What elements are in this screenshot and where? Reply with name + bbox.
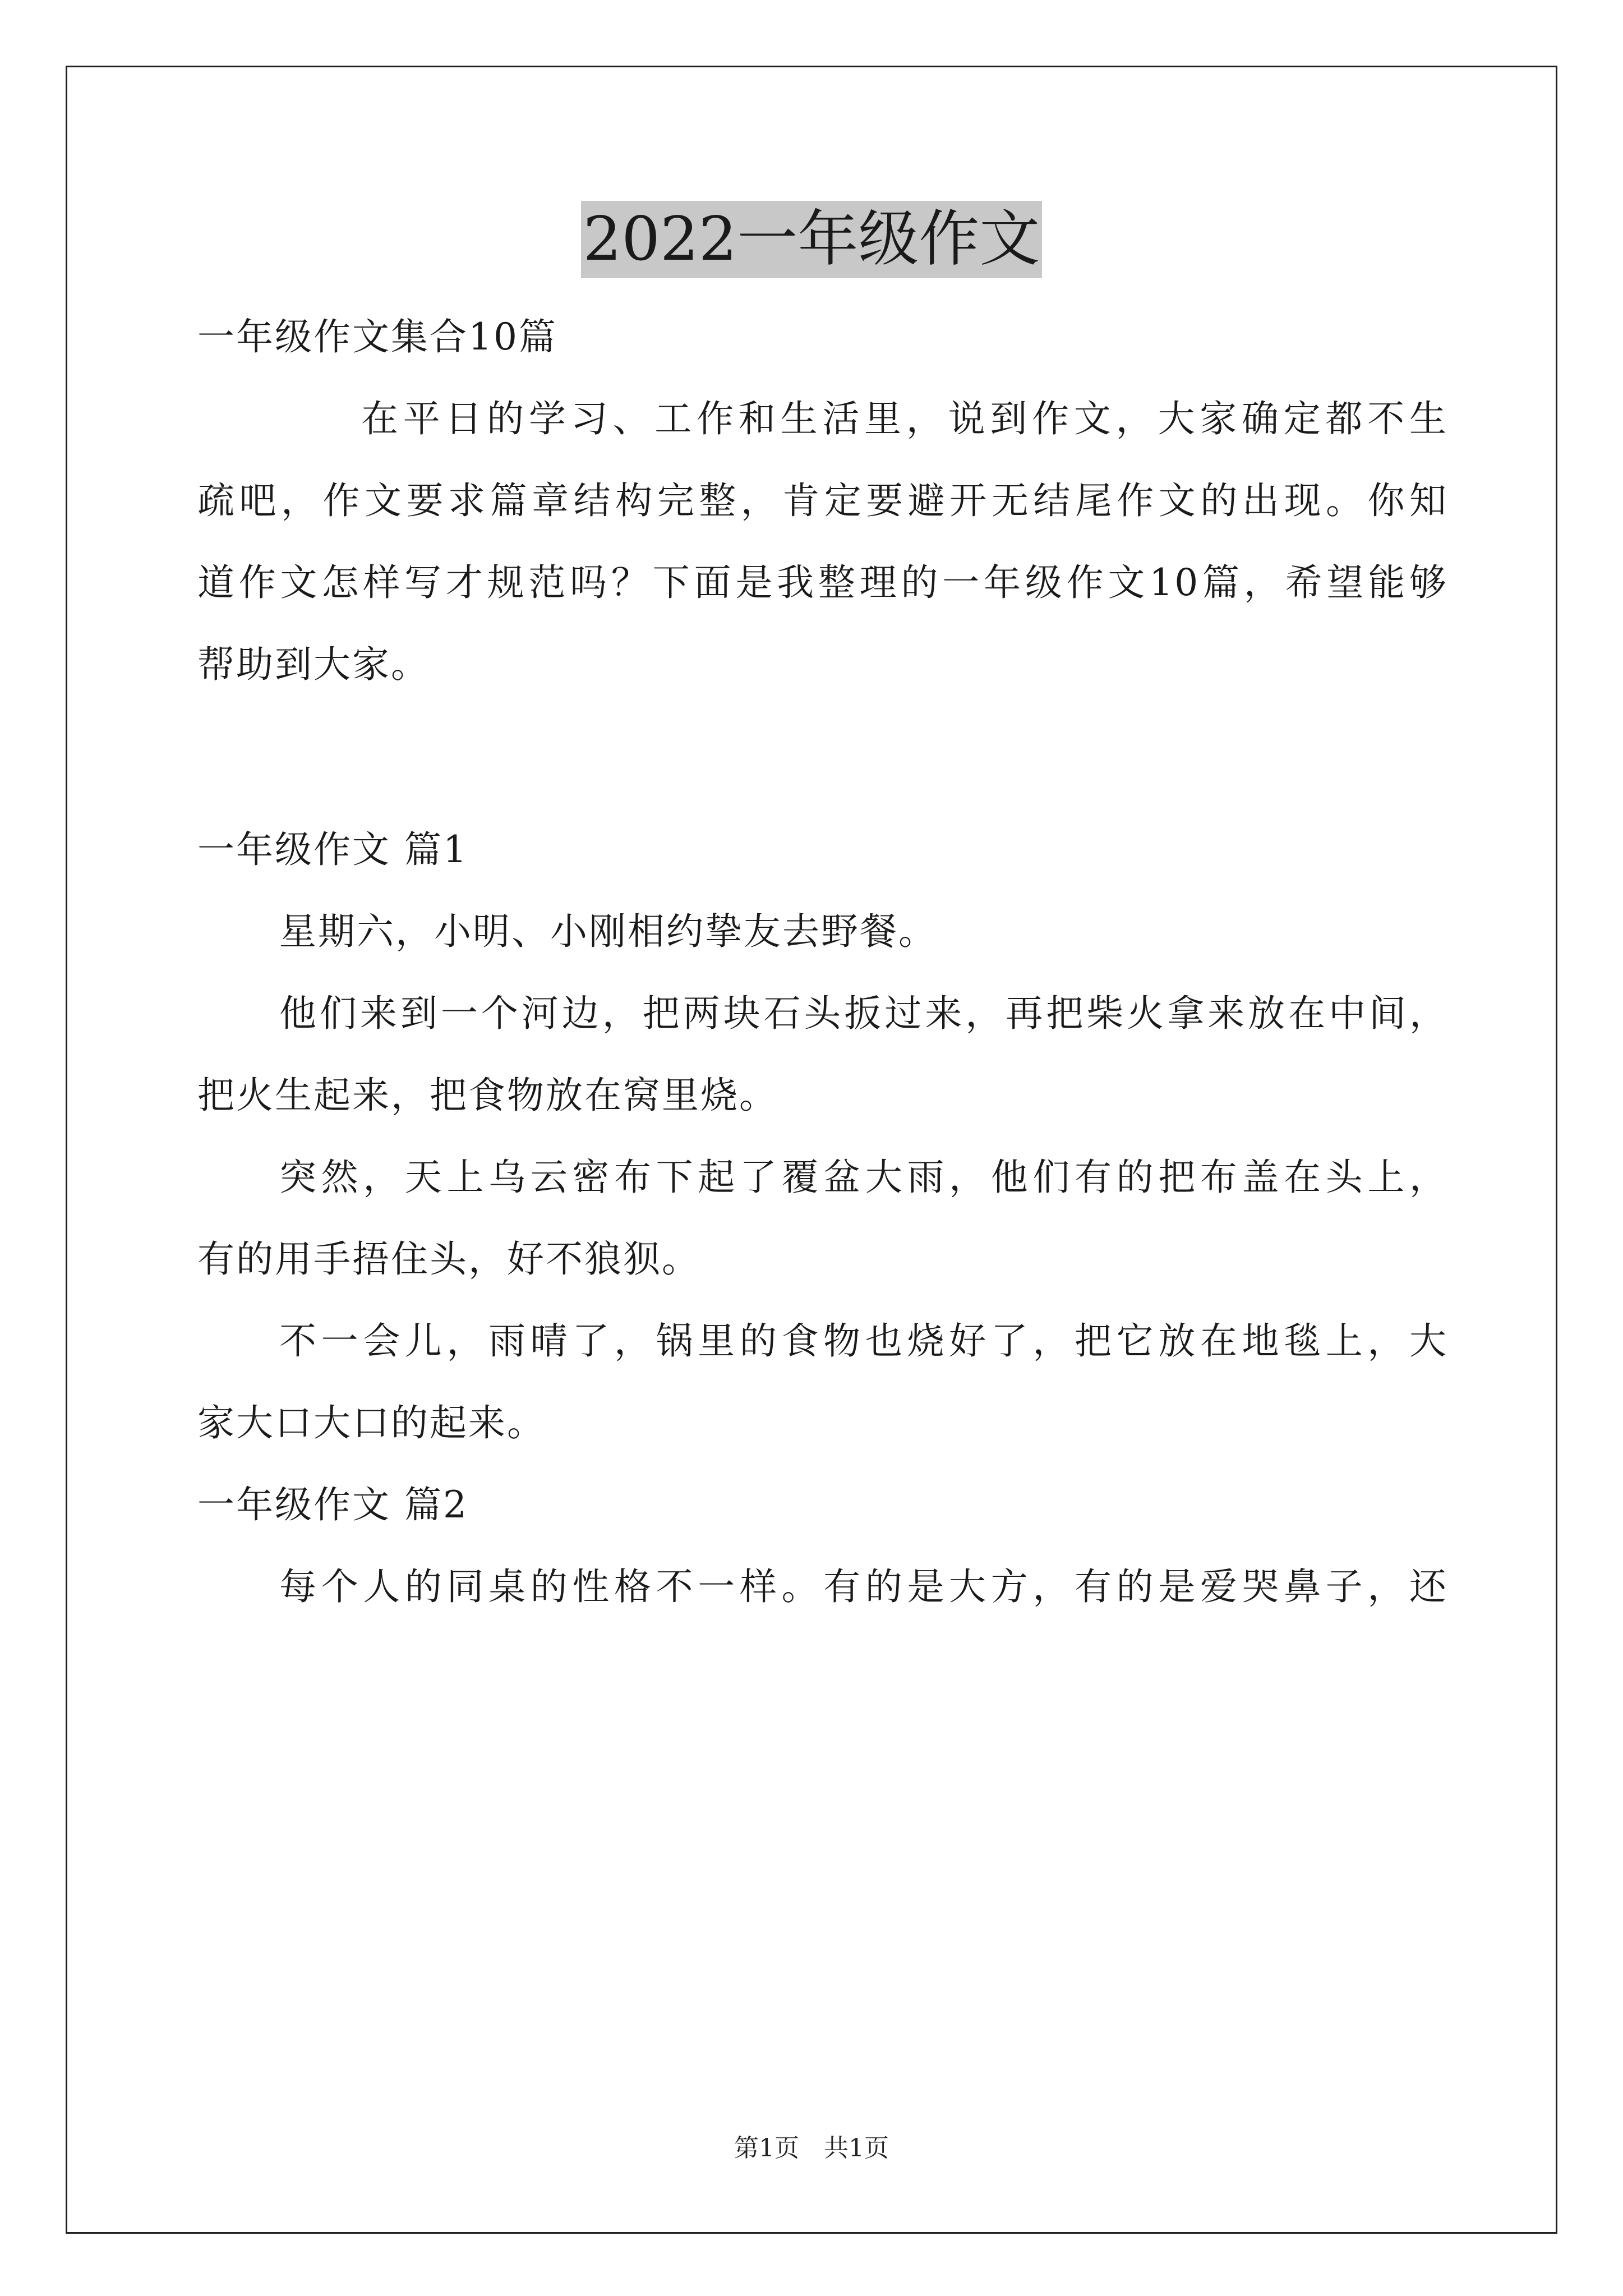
document-title: 2022一年级作文 xyxy=(581,201,1043,278)
section-gap xyxy=(197,706,1448,809)
collection-title: 一年级作文集合10篇 xyxy=(197,315,557,358)
title-wrap xyxy=(0,201,1623,278)
paragraph-line: 不一会儿，雨晴了，锅里的食物也烧好了，把它放在地毯上，大 xyxy=(279,1319,1448,1363)
paragraph-line: 家大口大口的起来。 xyxy=(197,1401,546,1444)
section-heading-2: 一年级作文 篇2 xyxy=(197,1483,468,1526)
paragraph-line: 每个人的同桌的性格不一样。有的是大方，有的是爱哭鼻子，还 xyxy=(279,1565,1448,1608)
document-body xyxy=(197,296,1448,1628)
paragraph-line: 把火生起来，把食物放在窝里烧。 xyxy=(197,1074,778,1117)
paragraph-line: 有的用手捂住头，好不狼狈。 xyxy=(197,1237,700,1281)
intro-line-1: 在平日的学习、工作和生活里，说到作文，大家确定都不生 xyxy=(361,397,1448,440)
intro-line-3: 道作文怎样写才规范吗？下面是我整理的一年级作文10篇，希望能够 xyxy=(197,561,1448,604)
paragraph-line: 星期六，小明、小刚相约挚友去野餐。 xyxy=(279,910,937,953)
intro-line-2: 疏吧，作文要求篇章结构完整，肯定要避开无结尾作文的出现。你知 xyxy=(197,479,1448,522)
paragraph-line: 突然，天上乌云密布下起了覆盆大雨，他们有的把布盖在头上， xyxy=(279,1156,1448,1199)
paragraph-line: 他们来到一个河边，把两块石头扳过来，再把柴火拿来放在中间， xyxy=(279,992,1448,1035)
page-number: 第1页 xyxy=(734,2134,799,2162)
section-heading-1: 一年级作文 篇1 xyxy=(197,828,468,871)
page-total: 共1页 xyxy=(824,2134,889,2162)
intro-line-4: 帮助到大家。 xyxy=(197,643,430,686)
page-footer xyxy=(0,2132,1623,2165)
